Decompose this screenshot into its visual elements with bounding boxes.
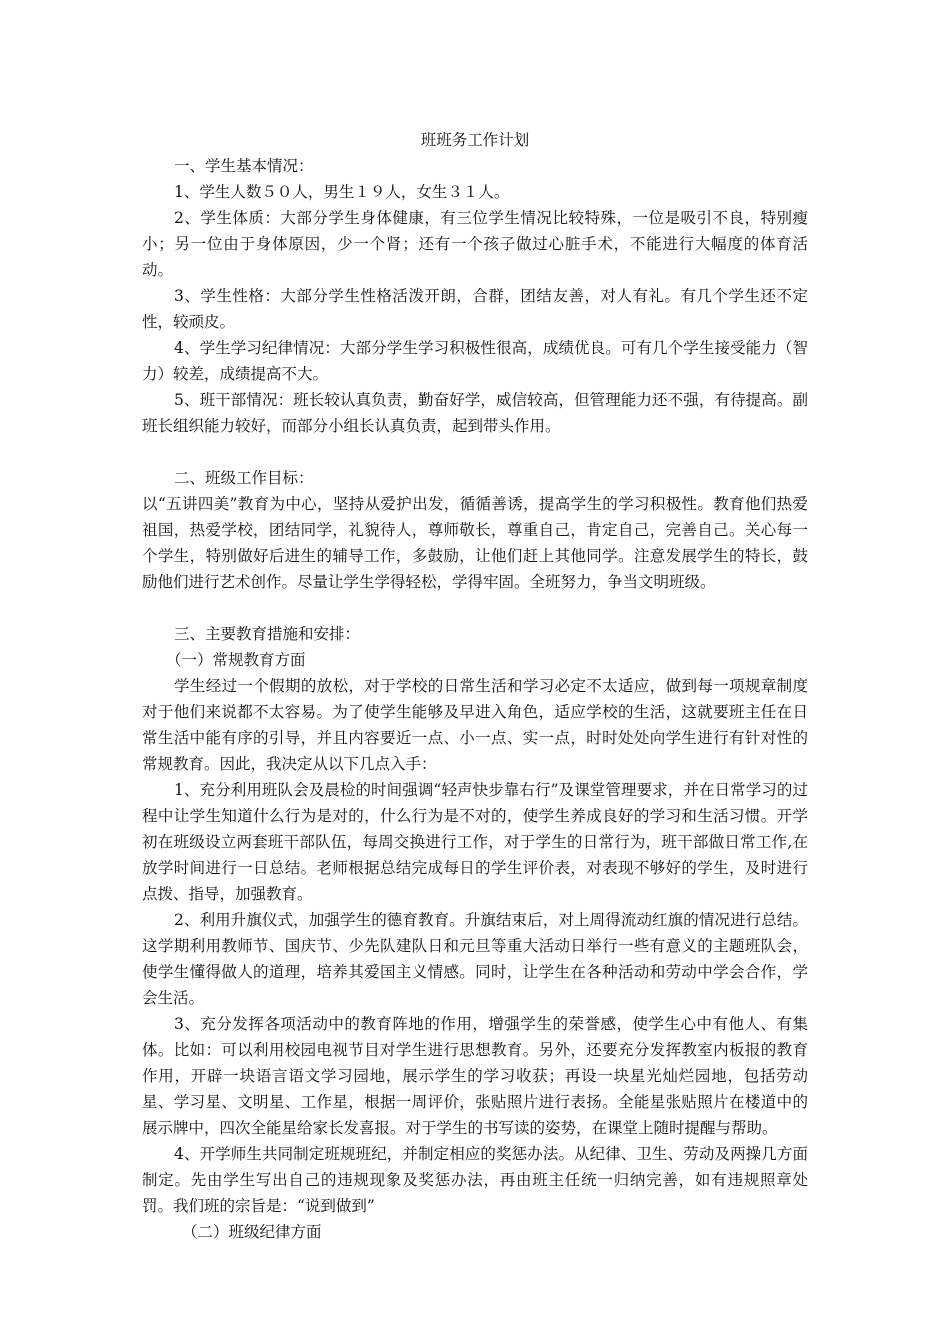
document-title: 班班务工作计划 [420, 131, 530, 149]
paragraph: 以“五讲四美”教育为中心，坚持从爱护出发，循循善诱，提高学生的学习积极性。教育他们热爱祖国，热爱学校，团结同学，礼貌待人，尊师敬长，尊重自己，肯定自己，完善自己。关心每一个学生，特别做好后进生的辅导工作，多鼓励，让他们赶上其他同学。注意发展学生的特长，鼓励他们进行艺术创作。尽量让学生学得轻松，学得牢固。全班努力，争当文明班级。 [142, 495, 808, 591]
paragraph: 5、班干部情况：班长较认真负责，勤奋好学，威信较高，但管理能力还不强，有待提高。副班长组织能力较好，而部分小组长认真负责，起到带头作用。 [142, 391, 808, 435]
paragraph: （一）常规教育方面 [166, 651, 306, 669]
paragraph: 1、学生人数５０人，男生１９人，女生３１人。 [174, 183, 510, 201]
paragraph-list [142, 153, 808, 1245]
paragraph: 一、学生基本情况： [174, 157, 314, 175]
paragraph: 3、充分发挥各项活动中的教育阵地的作用，增强学生的荣誉感，使学生心中有他人、有集体。比如：可以利用校园电视节目对学生进行思想教育。另外，还要充分发挥教室内板报的教育作用，开辟一块语言语文学习园地，展示学生的学习收获；再设一块星光灿烂园地，包括劳动星、学习星、文明星、工作星，根据一周评价，张贴照片进行表扬。全能星张贴照片在楼道中的展示牌中，四次全能星给家长发喜报。对于学生的书写读的姿势，在课堂上随时提醒与帮助。 [142, 1015, 808, 1137]
document-body [142, 127, 808, 1245]
paragraph: 2、学生体质：大部分学生身体健康，有三位学生情况比较特殊，一位是吸引不良，特别瘦小；另一位由于身体原因，少一个肾；还有一个孩子做过心脏手术，不能进行大幅度的体育活动。 [142, 209, 808, 279]
paragraph: 3、学生性格：大部分学生性格活泼开朗，合群，团结友善，对人有礼。有几个学生还不定性，较顽皮。 [142, 287, 808, 331]
paragraph: （二）班级纪律方面 [182, 1223, 322, 1241]
blank-line [142, 439, 808, 465]
blank-line [142, 595, 808, 621]
paragraph: 4、开学师生共同制定班规班纪，并制定相应的奖惩办法。从纪律、卫生、劳动及两操几方面制定。先由学生写出自己的违规现象及奖惩办法，再由班主任统一归纳完善，如有违规照章处罚。我们班的宗旨是：“说到做到” [142, 1145, 808, 1215]
paragraph: 1、充分利用班队会及晨检的时间强调“轻声快步靠右行”及课堂管理要求，并在日常学习的过程中让学生知道什么行为是对的，什么行为是不对的，使学生养成良好的学习和生活习惯。开学初在班级设立两套班干部队伍，每周交换进行工作，对于学生的日常行为，班干部做日常工作,在放学时间进行一日总结。老师根据总结完成每日的学生评价表，对表现不够好的学生，及时进行点拨、指导，加强教育。 [142, 781, 808, 903]
paragraph: 2、利用升旗仪式，加强学生的德育教育。升旗结束后，对上周得流动红旗的情况进行总结。这学期利用教师节、国庆节、少先队建队日和元旦等重大活动日举行一些有意义的主题班队会，使学生懂得做人的道理，培养其爱国主义情感。同时，让学生在各种活动和劳动中学会合作，学会生活。 [142, 911, 808, 1007]
paragraph: 4、学生学习纪律情况：大部分学生学习积极性很高，成绩优良。可有几个学生接受能力（智力）较差，成绩提高不大。 [142, 339, 808, 383]
paragraph: 三、主要教育措施和安排： [174, 625, 361, 643]
paragraph: 学生经过一个假期的放松，对于学校的日常生活和学习必定不太适应，做到每一项规章制度对于他们来说都不太容易。为了使学生能够及早进入角色，适应学校的生活，这就要班主任在日常生活中能有序的引导，并且内容要近一点、小一点、实一点，时时处处向学生进行有针对性的常规教育。因此，我决定从以下几点入手： [142, 677, 808, 773]
paragraph: 二、班级工作目标： [174, 469, 314, 487]
